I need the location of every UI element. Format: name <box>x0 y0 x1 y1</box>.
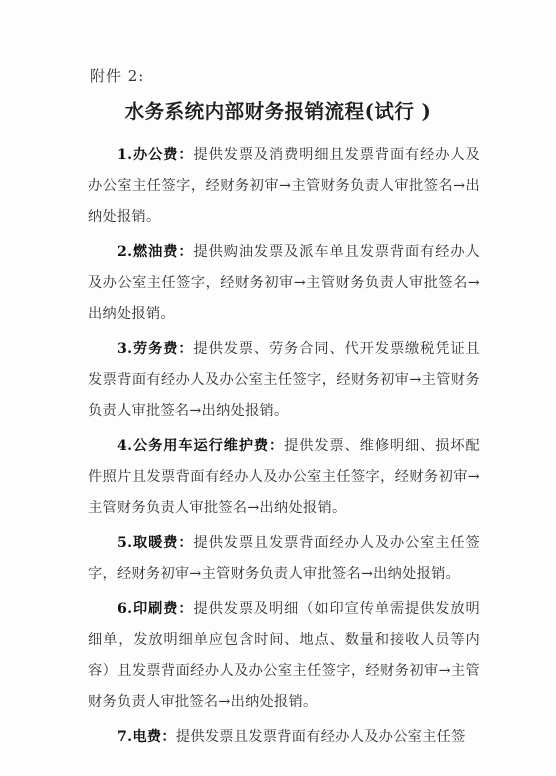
item-text: 提供发票且发票背面经办人及办公室主任签字，经财务初审→主管财务负责人审批签名→出纳处报销。 <box>88 535 480 582</box>
item-fuel-expense <box>88 237 480 330</box>
item-name: 7.电费： <box>117 729 176 745</box>
item-labor-expense <box>88 334 480 427</box>
attachment-label: 附件 2: <box>90 67 145 85</box>
item-printing-expense <box>88 594 480 718</box>
item-electricity-expense <box>88 722 480 753</box>
item-text: 提供购油发票及派车单且发票背面有经办人及办公室主任签字，经财务初审→主管财务负责人审批签名→出纳处报销。 <box>88 244 480 322</box>
item-name: 2.燃油费： <box>117 244 194 260</box>
item-text: 提供发票、劳务合同、代开发票缴税凭证且发票背面有经办人及办公室主任签字，经财务初审→主管财务负责人审批签名→出纳处报销。 <box>88 341 480 419</box>
document-title: 水务系统内部财务报销流程(试行 ) <box>124 100 432 123</box>
item-text: 提供发票、维修明细、损坏配件照片且发票背面有经办人及办公室主任签字，经财务初审→主管财务负责人审批签名→出纳处报销。 <box>88 438 480 516</box>
item-vehicle-maintenance <box>88 431 480 524</box>
item-text: 提供发票及明细（如印宣传单需提供发放明细单，发放明细单应包含时间、地点、数量和接收人员等内容）且发票背面经办人及办公室主任签字，经财务初审→主管财务负责人审批签名→出纳处报销。 <box>88 601 480 710</box>
item-text: 提供发票及消费明细且发票背面有经办人及办公室主任签字，经财务初审→主管财务负责人审批签名→出纳处报销。 <box>88 147 480 225</box>
item-name: 1.办公费： <box>117 147 194 163</box>
item-name: 6.印刷费： <box>117 601 194 617</box>
item-office-expense <box>88 140 480 233</box>
item-name: 3.劳务费： <box>117 341 194 357</box>
item-name: 4.公务用车运行维护费： <box>117 438 285 454</box>
item-heating-expense <box>88 528 480 590</box>
reimbursement-items <box>88 140 480 757</box>
item-text: 提供发票且发票背面有经办人及办公室主任签 <box>175 729 466 745</box>
item-name: 5.取暖费： <box>117 535 194 551</box>
